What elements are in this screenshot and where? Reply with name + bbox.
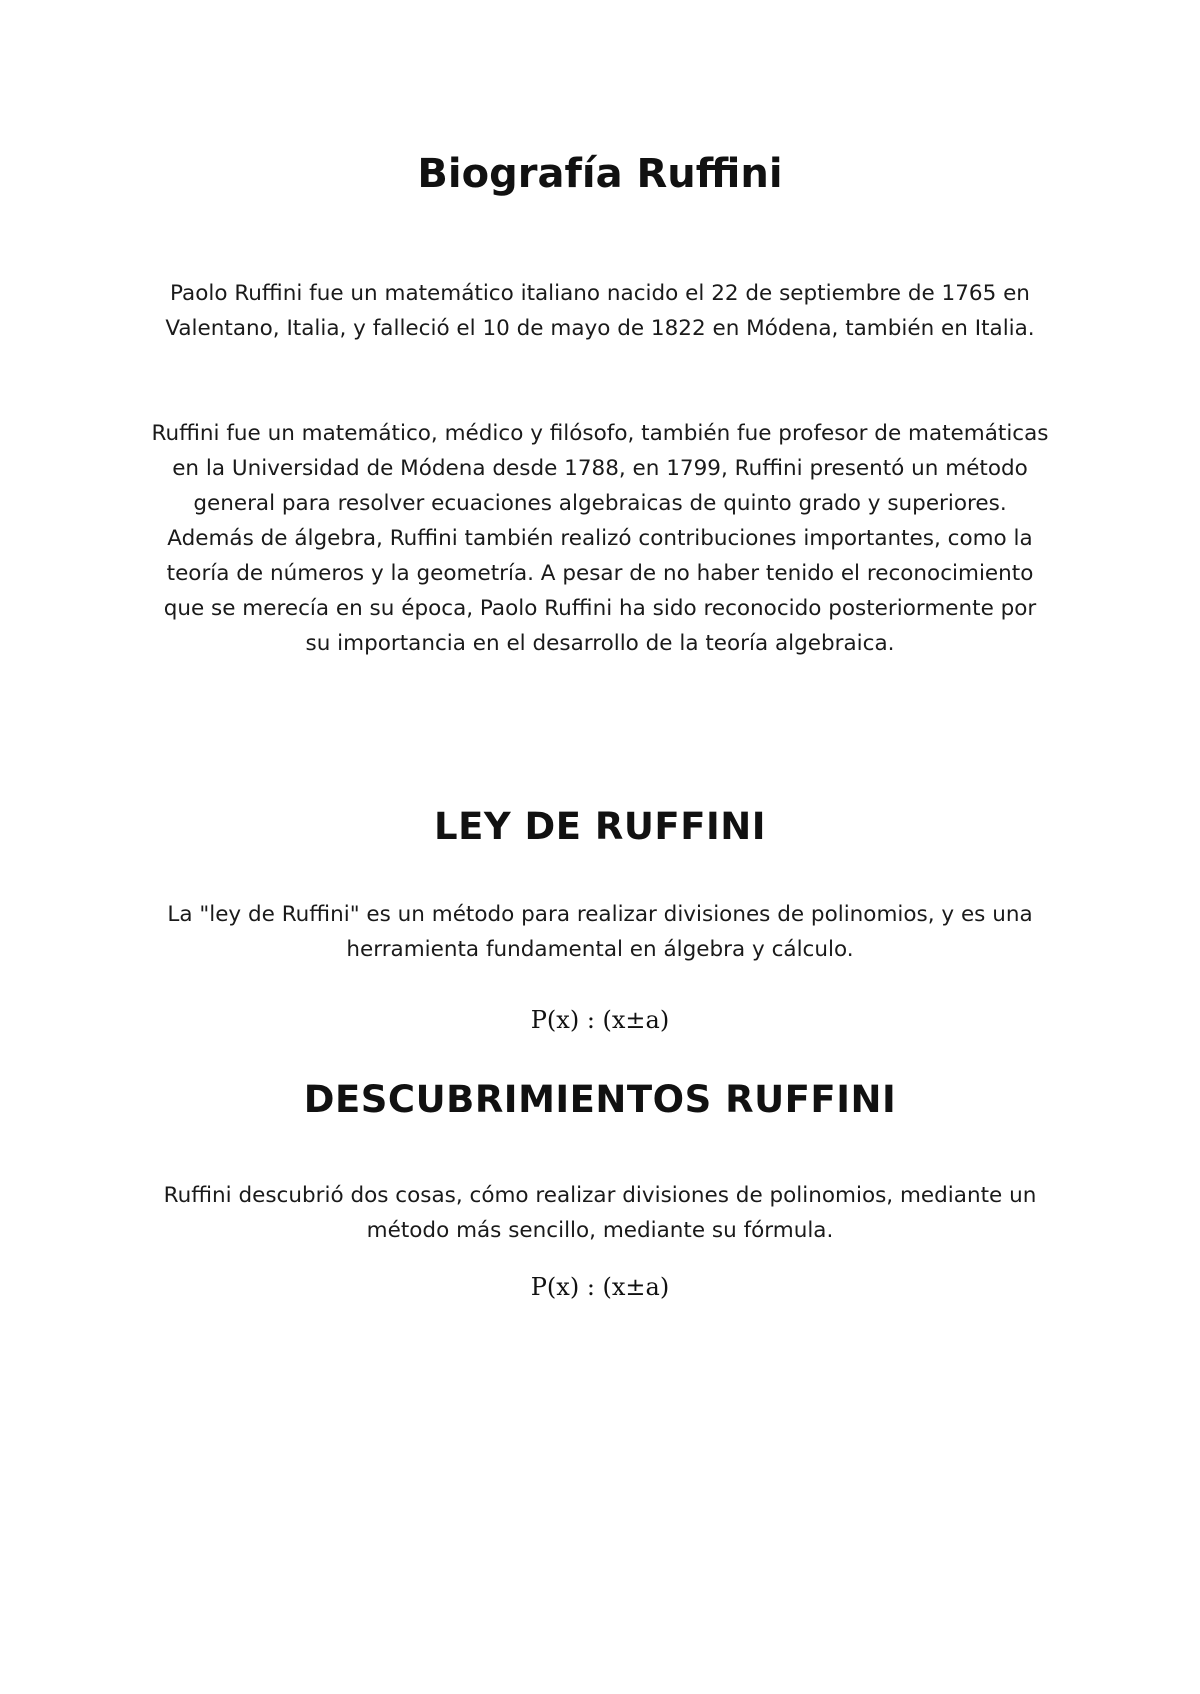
- descubrimientos-formula: P(x) : (x±a): [530, 1273, 670, 1301]
- biography-title: Biografía Ruffini: [417, 151, 783, 197]
- descubrimientos-title: DESCUBRIMIENTOS RUFFINI: [303, 1078, 897, 1121]
- descubrimientos-paragraph: Ruffini descubrió dos cosas, cómo realizar divisiones de polinomios, mediante un método más sencillo, mediante su fórmula.: [163, 1183, 1037, 1243]
- ley-paragraph: La "ley de Ruffini" es un método para realizar divisiones de polinomios, y es una herramienta fundamental en álgebra y cálculo.: [167, 902, 1033, 962]
- ley-title: LEY DE RUFFINI: [434, 805, 766, 848]
- biography-detail-paragraph: Ruffini fue un matemático, médico y filósofo, también fue profesor de matemáticas en la Universidad de Módena desde 1788, en 1799, Ruffini presentó un método general para resolver ecuaciones algebraicas de quinto grado y superiores. Además de álgebra, Ruffini también realizó contribuciones importantes, como la teoría de números y la geometría. A pesar de no haber tenido el reconocimiento que se merecía en su época, Paolo Ruffini ha sido reconocido posteriormente por su importancia en el desarrollo de la teoría algebraica.: [151, 421, 1049, 656]
- ley-formula: P(x) : (x±a): [530, 1006, 670, 1034]
- biography-intro-paragraph: Paolo Ruffini fue un matemático italiano nacido el 22 de septiembre de 1765 en Valentano, Italia, y falleció el 10 de mayo de 1822 en Módena, también en Italia.: [165, 281, 1035, 341]
